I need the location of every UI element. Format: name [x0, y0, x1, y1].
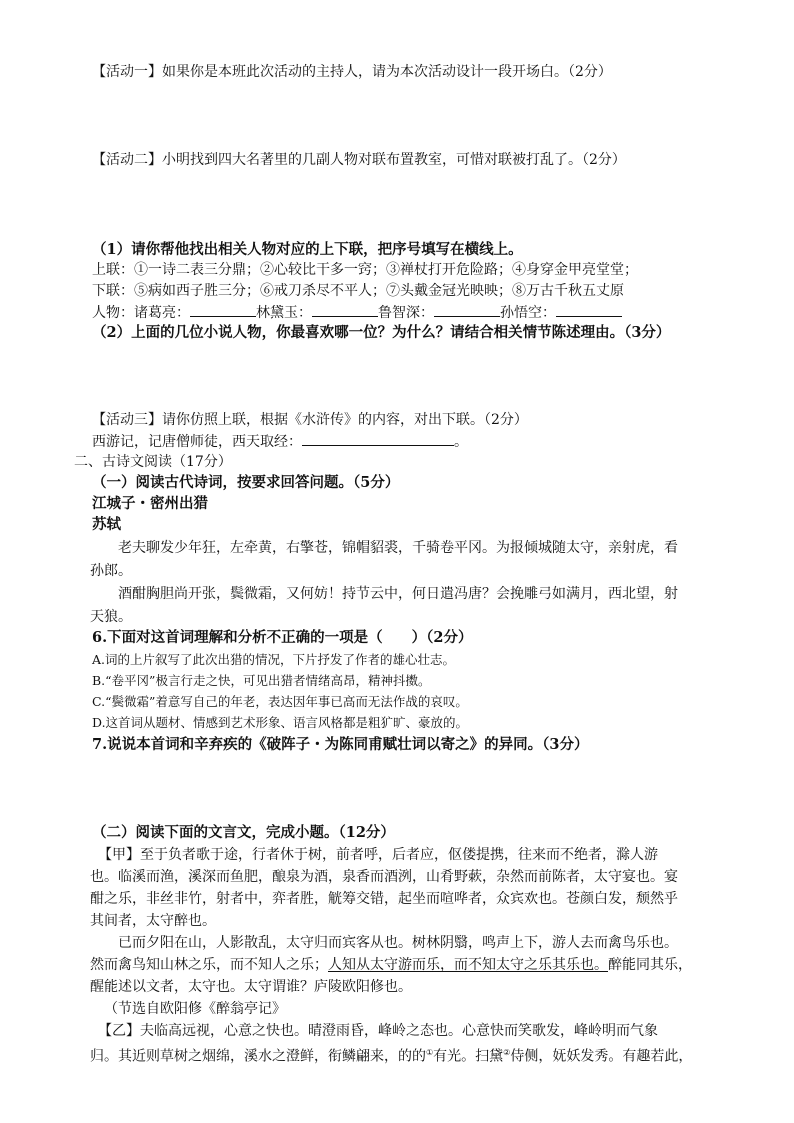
answer-blank-luzhishen[interactable] — [434, 302, 500, 317]
section2-part2-heading: （二）阅读下面的文言文，完成小题。（12分） — [92, 824, 395, 841]
activity1-text: 如果你是本班此次活动的主持人，请为本次活动设计一段开场白。（2分） — [162, 64, 612, 80]
passage-yi-text-1: 夫临高远视，心意之快也。晴澄雨昏，峰岭之态也。心意快而笑歌发，峰岭明而气象 — [140, 1023, 658, 1039]
q6-option-c: C.“鬓微霜”着意写自己的年老，表达因年事已高而无法作战的哀叹。 — [92, 694, 468, 709]
answer-blank-zhugeliang[interactable] — [190, 302, 256, 317]
passage-jia-text-1: 至于负者歌于途，行者休于树，前者呼，后者应，伛偻提携，往来而不绝者，滁人游 — [140, 847, 658, 863]
activity3-couplet-line — [92, 431, 468, 452]
person-luzhishen: 鲁智深： — [378, 305, 434, 321]
activity3-end: 。 — [454, 434, 468, 450]
passage-jia-line-7: 醒能述以文者，太守也。太守谓谁？庐陵欧阳修也。 — [90, 979, 412, 995]
activity3-couplet: 西游记，记唐僧师徒，西天取经： — [92, 434, 302, 450]
passage-yi-line-1 — [98, 1021, 658, 1041]
couplet-lower: 下联：⑤病如西子胜三分；⑥戒刀杀尽不平人；⑦头戴金冠光映映；⑧万古千秋五丈原 — [92, 283, 624, 299]
passage-jia-line-6 — [90, 955, 692, 975]
passage-yi-label: 【乙】 — [98, 1023, 140, 1039]
person-lindaiyu: 林黛玉： — [256, 305, 312, 321]
activity2-text: 小明找到四大名著里的几副人物对联布置教室，可惜对联被打乱了。（2分） — [162, 152, 626, 168]
q6-option-b: B.“卷平冈”极言行走之快，可见出猎者情绪高昂，精神抖擞。 — [92, 673, 431, 688]
activity2-question1: （1）请你帮他找出相关人物对应的上下联，把序号填写在横线上。 — [92, 241, 523, 258]
activity3-label: 【活动三】 — [92, 412, 162, 428]
couplet-upper: 上联：①一诗二表三分鼎；②心较比干多一窍；③禅杖打开危险路；④身穿金甲亮堂堂； — [92, 262, 638, 278]
poem-line-2a: 酒酣胸胆尚开张，鬓微霜，又何妨！持节云中，何日遣冯唐？会挽雕弓如满月，西北望，射 — [118, 586, 678, 602]
q6-option-d: D.这首词从题材、情感到艺术形象、语言风格都是粗犷旷、豪放的。 — [92, 715, 469, 730]
activity3-answer-blank[interactable] — [302, 431, 454, 446]
passage-jia-line-2: 也。临溪而渔，溪深而鱼肥，酿泉为酒，泉香而酒洌，山肴野蔌，杂然而前陈者，太守宴也。宴 — [90, 869, 678, 885]
people-label: 人物： — [92, 305, 134, 321]
passage-jia-line-5: 已而夕阳在山，人影散乱，太守归而宾客从也。树林阴翳，鸣声上下，游人去而禽鸟乐也。 — [118, 935, 678, 951]
activity3-text: 请你仿照上联，根据《水浒传》的内容，对出下联。（2分） — [162, 412, 528, 428]
footnote-marker-1: ① — [426, 1048, 434, 1057]
question-7: 7.说说本首词和辛弃疾的《破阵子・为陈同甫赋壮词以寄之》的异同。（3分） — [92, 736, 589, 753]
passage-yi-text-2c: 侍侧，妩妖发秀。有趣若此， — [510, 1048, 693, 1065]
passage-jia-line-1 — [98, 845, 658, 865]
question-6: 6.下面对这首词理解和分析不正确的一项是（ ）（2分） — [92, 629, 473, 646]
poem-line-1b: 孙郎。 — [90, 563, 132, 579]
passage-jia-line-4: 其间者，太守醉也。 — [90, 913, 216, 929]
passage-jia-text-6a: 然而禽鸟知山林之乐，而不知人之乐； — [90, 957, 328, 973]
passage-yi-text-2b: 有光。扫黛 — [433, 1048, 504, 1065]
activity3-line — [92, 410, 528, 430]
passage-source: （节选自欧阳修《醉翁亭记》 — [104, 1001, 286, 1017]
activity2-label: 【活动二】 — [92, 152, 162, 168]
people-line — [92, 302, 622, 323]
poem-line-1a: 老夫聊发少年狂，左牵黄，右擎苍，锦帽貂裘，千骑卷平冈。为报倾城随太守，亲射虎，看 — [118, 540, 678, 556]
section2-title: 二、古诗文阅读（17分） — [74, 454, 232, 470]
poem-author: 苏轼 — [92, 516, 121, 533]
poem-title: 江城子・密州出猎 — [92, 495, 208, 512]
footnote-marker-2: ② — [503, 1048, 511, 1057]
answer-blank-lindaiyu[interactable] — [312, 302, 378, 317]
person-sunwukong: 孙悟空： — [500, 305, 556, 321]
person-zhugeliang: 诸葛亮： — [134, 305, 190, 321]
passage-yi-text-2a: 归。其近则草树之烟绵，溪水之澄鲜，衔鳞翩来，的的 — [90, 1048, 426, 1065]
q6-option-a: A.词的上片叙写了此次出猎的情况，下片抒发了作者的雄心壮志。 — [92, 652, 456, 667]
passage-jia-line-3: 酣之乐，非丝非竹，射者中，弈者胜，觥筹交错，起坐而喧哗者，众宾欢也。苍颜白发，颓然乎 — [90, 891, 678, 907]
poem-line-2b: 天狼。 — [90, 609, 132, 625]
activity1-label: 【活动一】 — [92, 64, 162, 80]
passage-jia-text-6b: 醉能同其乐， — [608, 957, 692, 973]
activity2-question2: （2）上面的几位小说人物，你最喜欢哪一位？为什么？请结合相关情节陈述理由。（3分） — [92, 324, 671, 341]
passage-jia-label: 【甲】 — [98, 847, 140, 863]
activity2-line — [92, 150, 626, 170]
underlined-sentence: 人知从太守游而乐，而不知太守之乐其乐也。 — [328, 957, 608, 973]
passage-yi-line-2 — [90, 1043, 692, 1067]
section2-part1-heading: （一）阅读古代诗词，按要求回答问题。（5分） — [92, 474, 400, 491]
answer-blank-sunwukong[interactable] — [556, 302, 622, 317]
activity1-line — [92, 62, 612, 82]
